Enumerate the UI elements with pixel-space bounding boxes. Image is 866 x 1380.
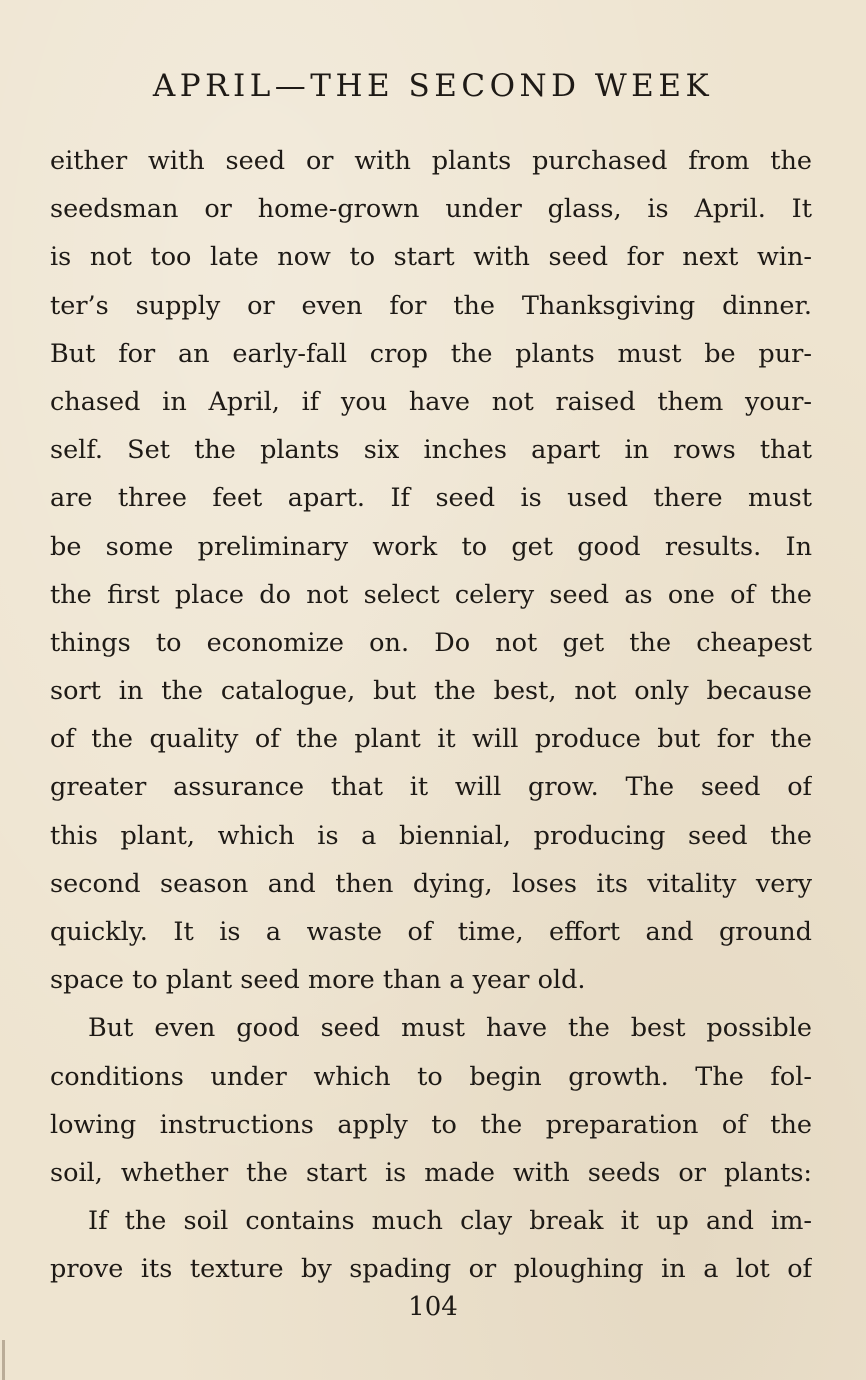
text-line: lowing instructions apply to the preparation of the <box>50 1109 812 1140</box>
text-line: be some preliminary work to get good results. In <box>50 531 812 562</box>
text-line: things to economize on. Do not get the cheapest <box>50 627 812 658</box>
text-line: self. Set the plants six inches apart in rows that <box>50 435 812 466</box>
text-line: of the quality of the plant it will produce but for the <box>50 724 812 755</box>
text-line: ter’s supply or even for the Thanksgiving dinner. <box>50 290 812 321</box>
text-line: are three feet apart. If seed is used there must <box>50 483 812 514</box>
text-line: But for an early-fall crop the plants must be pur- <box>50 338 812 369</box>
body-text <box>50 137 812 1294</box>
text-line: space to plant seed more than a year old. <box>50 965 586 996</box>
text-line: But even good seed must have the best possible <box>88 1013 812 1044</box>
text-line: is not too late now to start with seed for next win- <box>50 242 812 273</box>
page-edge-mark <box>2 1340 5 1380</box>
text-line: quickly. It is a waste of time, effort and ground <box>50 917 812 947</box>
text-line: this plant, which is a biennial, producing seed the <box>50 820 812 851</box>
text-line: either with seed or with plants purchased from the <box>50 146 812 176</box>
text-line: soil, whether the start is made with seeds or plants: <box>50 1157 812 1188</box>
text-line: chased in April, if you have not raised them your- <box>50 386 812 417</box>
text-line: conditions under which to begin growth. The fol- <box>50 1061 812 1092</box>
text-line: seedsman or home-grown under glass, is April. It <box>50 194 812 225</box>
text-line: sort in the catalogue, but the best, not only because <box>50 676 812 707</box>
page-number: 104 <box>408 1292 458 1322</box>
running-header: APRIL—THE SECOND WEEK <box>152 68 714 104</box>
text-line: prove its texture by spading or ploughing in a lot of <box>50 1254 812 1285</box>
text-line: If the soil contains much clay break it up and im- <box>88 1206 812 1237</box>
text-line: greater assurance that it will grow. The seed of <box>50 772 812 803</box>
text-line: second season and then dying, loses its vitality very <box>50 868 812 899</box>
text-line: the first place do not select celery seed as one of the <box>50 579 812 610</box>
